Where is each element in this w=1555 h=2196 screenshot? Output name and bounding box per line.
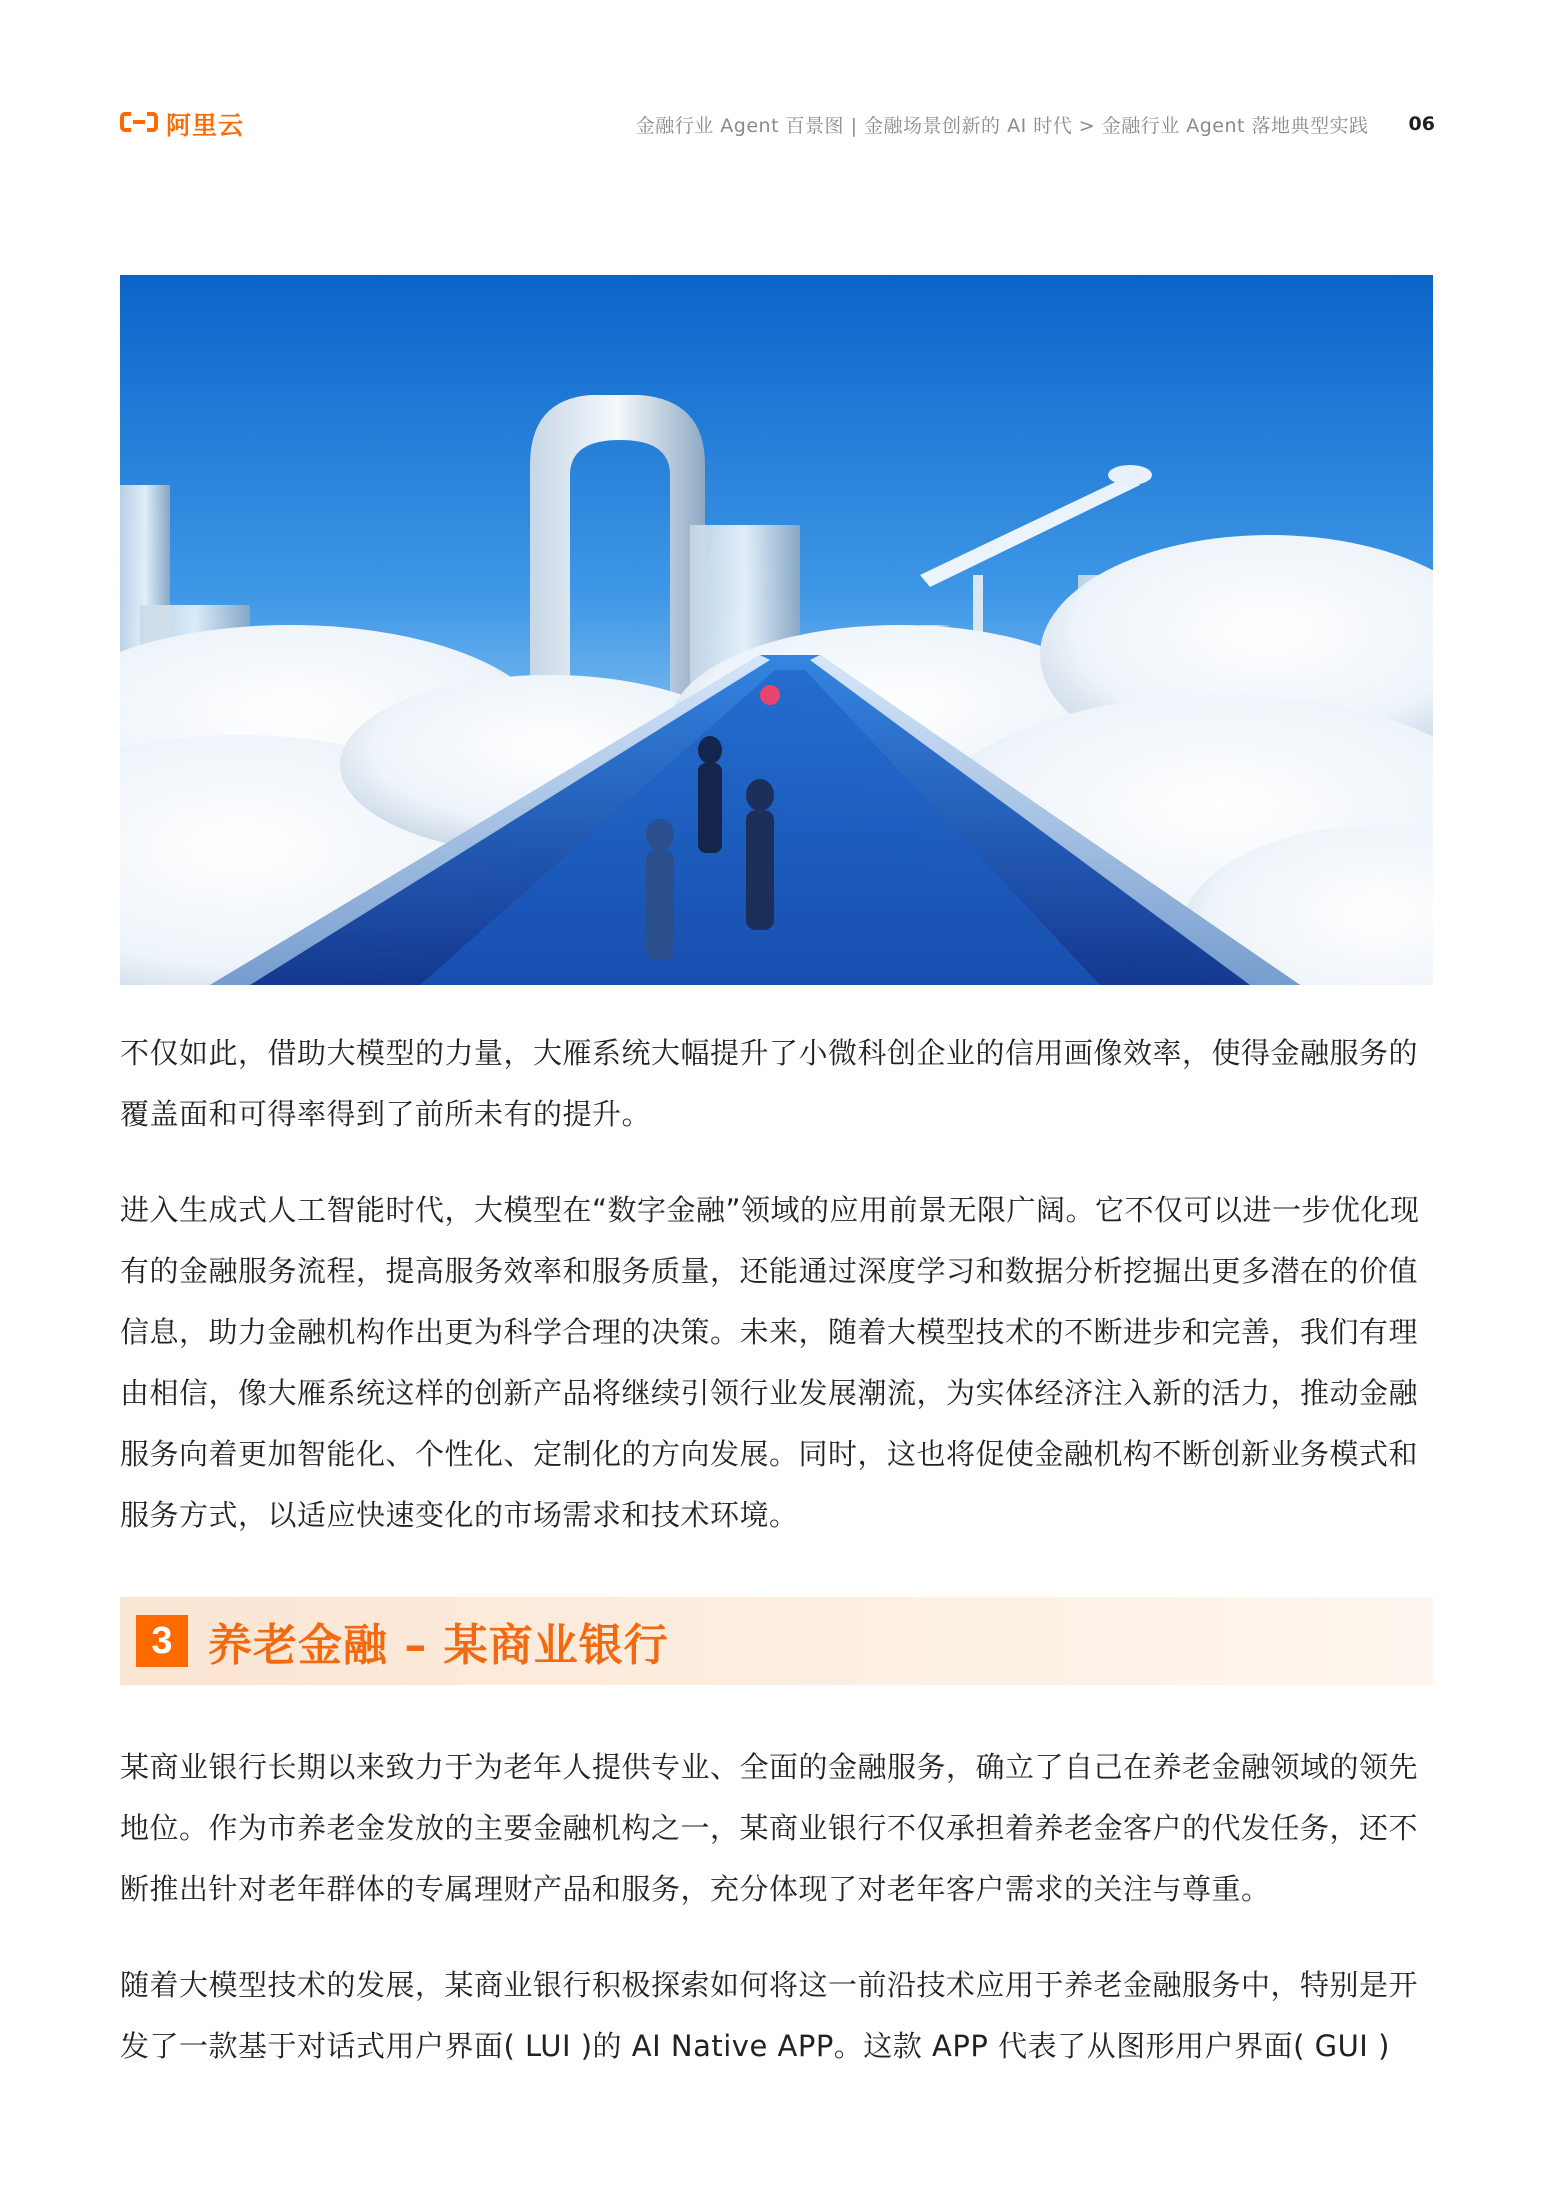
section-title: 养老金融 – 某商业银行 xyxy=(208,1620,669,1671)
logo-text: 阿里云 xyxy=(166,111,245,140)
header-right xyxy=(636,111,1435,138)
breadcrumb: 金融行业 Agent 百景图 | 金融场景创新的 AI 时代 > 金融行业 Agent 落地典型实践 xyxy=(635,114,1369,137)
aliyun-logo-icon xyxy=(120,112,158,136)
section-banner xyxy=(120,1597,1433,1685)
body-paragraph: 某商业银行长期以来致力于为老年人提供专业、全面的金融服务，确立了自己在养老金融领域的领先地位。作为市养老金发放的主要金融机构之一，某商业银行不仅承担着养老金客户的代发任务，还不断推出针对老年群体的专属理财产品和服务，充分体现了对老年客户需求的关注与尊重。 xyxy=(120,1750,1419,1906)
body-paragraph: 进入生成式人工智能时代，大模型在“数字金融”领域的应用前景无限广阔。它不仅可以进一步优化现有的金融服务流程，提高服务效率和服务质量，还能通过深度学习和数据分析挖掘出更多潜在的价值信息，助力金融机构作出更为科学合理的决策。未来，随着大模型技术的不断进步和完善，我们有理由相信，像大雁系统这样的创新产品将继续引领行业发展潮流，为实体经济注入新的活力，推动金融服务向着更加智能化、个性化、定制化的方向发展。同时，这也将促使金融机构不断创新业务模式和服务方式，以适应快速变化的市场需求和技术环境。 xyxy=(120,1193,1420,1532)
section-number-badge: 3 xyxy=(136,1615,188,1667)
body-paragraph: 不仅如此，借助大模型的力量，大雁系统大幅提升了小微科创企业的信用画像效率，使得金融服务的覆盖面和可得率得到了前所未有的提升。 xyxy=(120,1036,1419,1131)
logo xyxy=(120,106,244,142)
body-paragraph: 随着大模型技术的发展，某商业银行积极探索如何将这一前沿技术应用于养老金融服务中，特别是开发了一款基于对话式用户界面( LUI )的 AI Native APP。这款 APP 代表了从图形用户界面( GUI ) xyxy=(120,1968,1419,2063)
hero-image xyxy=(120,275,1433,985)
page-number: 06 xyxy=(1408,113,1435,135)
page-header xyxy=(120,104,1435,144)
